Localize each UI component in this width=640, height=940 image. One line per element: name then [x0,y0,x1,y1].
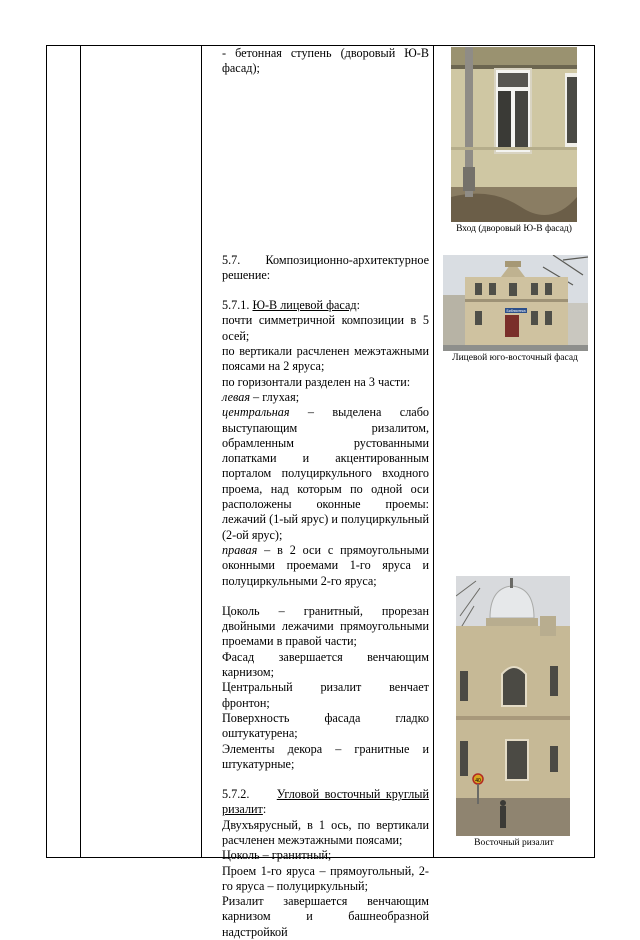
street-facade-image [443,255,588,351]
list-item-text: – глухая; [250,389,300,404]
list-item: Элементы декора – гранитные и штукатурные; [222,741,429,771]
list-item [210,405,429,543]
description-text [210,46,429,940]
column-divider-1 [80,46,81,857]
list-item-emphasis: правая [222,542,258,557]
list-item-emphasis: левая [222,389,250,404]
column-divider-2 [201,46,202,857]
list-item: по вертикали расчленен межэтажными поясами на 2 яруса; [222,344,429,374]
list-item [210,543,429,589]
speed-sign-text: 40 [475,778,481,784]
list-item: Проем 1-го яруса – прямоугольный, 2-го яруса – полуциркульный; [222,863,429,893]
photo-street-facade [443,255,588,351]
caption-east-risalit: Восточный ризалит [474,838,554,848]
list-item: Фасад завершается венчающим карнизом; [222,649,429,680]
library-sign-text: Библиотека [506,309,526,313]
paragraph-concrete-step: - бетонная ступень (дворовый Ю-В фасад); [222,46,429,76]
heading-5-7-1-colon: : [356,298,360,313]
east-risalit-image [456,576,570,836]
list-item: Цоколь – гранитный, прорезан двойными лежачими прямоугольными проемами в правой части; [222,603,429,649]
heading-5-7-1-title: Ю-В лицевой фасад [252,298,357,313]
list-item: Двухъярусный, в 1 ось, по вертикали расчленен межэтажными поясами; [222,817,429,847]
heading-5-7-2-colon: : [262,802,267,817]
courtyard-entrance-image [451,47,577,222]
list-item-text: – в 2 оси с прямоугольными оконными проемами 1-го яруса и полуциркульными 2-го яруса; [222,542,429,588]
column-divider-3 [433,46,434,857]
list-item-emphasis: центральная [222,405,290,420]
heading-5-7-text: 5.7. Композиционно-архитектурное решение: [222,252,429,282]
photo-east-risalit [456,576,570,836]
list-item: Цоколь – гранитный; [222,848,332,863]
heading-5-7 [210,253,429,284]
list-item-text: – выделена слабо выступающим ризалитом, обрамленным рустованными лопатками и акцентированным порталом полуциркульного входного проема, над которым по одной оси расположены оконные проемы: лежачий (1-ый ярус) и полуциркульный (2-ой ярус); [222,405,429,542]
list-item: Ризалит завершается венчающим карнизом и башнеобразной надстройкой [222,894,429,939]
list-item: по горизонтали разделен на 3 части: [222,374,411,389]
list-item: Поверхность фасада гладко оштукатурена; [222,710,429,741]
caption-street-facade: Лицевой юго-восточный фасад [452,353,578,363]
heading-5-7-2-number: 5.7.2. [222,787,250,802]
heading-5-7-1-number: 5.7.1. [222,298,250,313]
photo-courtyard-entrance [451,47,577,222]
list-item: почти симметричной композиции в 5 осей; [222,313,429,343]
list-item: Центральный ризалит венчает фронтон; [222,680,429,710]
heading-5-7-2-title: Угловой восточный круглый ризалит [222,787,430,817]
list-item [210,390,429,405]
heading-5-7-2 [210,787,429,818]
caption-courtyard-entrance: Вход (дворовый Ю-В фасад) [456,224,572,234]
heading-5-7-1 [210,298,429,313]
